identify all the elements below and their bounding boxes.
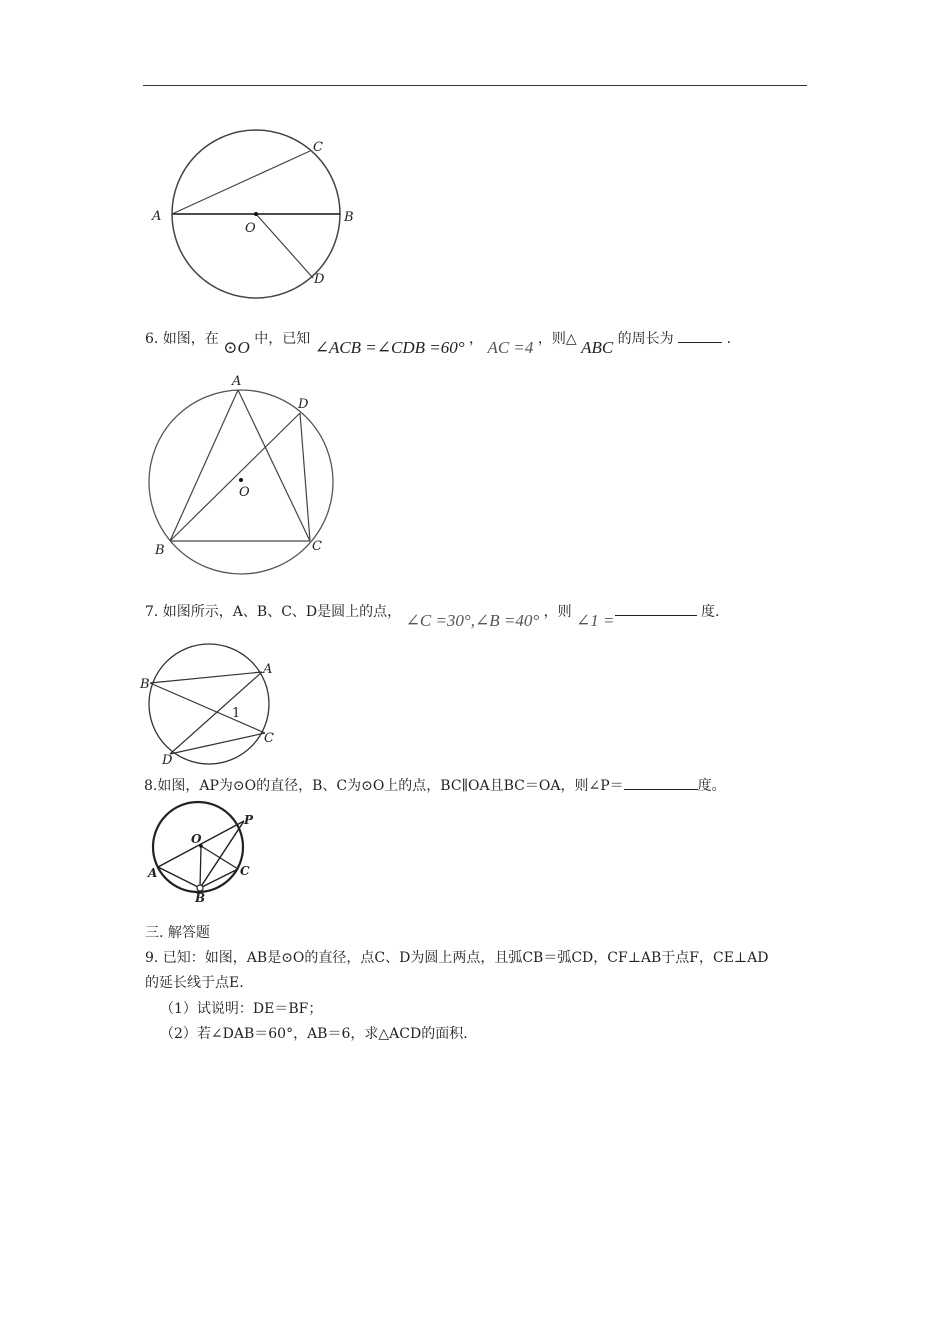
chord-dc: [170, 733, 265, 754]
chord-bd: [170, 413, 300, 541]
label-b: B: [155, 543, 165, 558]
q7-angles: ∠C =30°,∠B =40°: [405, 611, 540, 630]
circle-outline: [149, 644, 269, 764]
label-angle-1: 1: [232, 706, 241, 721]
q7-mid: ，则: [543, 604, 572, 620]
label-d: D: [298, 397, 309, 412]
q6-prefix: 6. 如图，在: [145, 331, 219, 347]
label-a: A: [148, 866, 158, 880]
label-c: C: [264, 731, 274, 746]
q7-prefix: 7. 如图所示，A、B、C、D是圆上的点，: [145, 604, 402, 620]
q6-mid2: ，则△: [537, 331, 577, 347]
figure-q7: [140, 640, 290, 770]
side-ac: [238, 390, 310, 541]
q6-end: .: [726, 331, 732, 347]
question-8: [144, 775, 726, 796]
q6-triangle: ABC: [581, 338, 614, 357]
question-9-line-1: 9. 已知：如图，AB是⊙O的直径，点C、D为圆上两点，且弧CB＝弧CD，CF⊥AB于点F，CE⊥AD: [145, 950, 769, 966]
q7-answer-blank[interactable]: [615, 601, 697, 616]
header-rule: [143, 85, 807, 86]
question-9-part-1: （1）试说明：DE＝BF；: [160, 1001, 323, 1017]
segment-oc: [201, 846, 238, 869]
figure-q8: [140, 800, 270, 905]
question-9-line-2: 的延长线于点E.: [145, 975, 244, 991]
center-dot: [239, 478, 243, 482]
q6-suffix: 的周长为: [617, 331, 674, 347]
label-o: O: [191, 832, 202, 846]
figure-q6: [140, 368, 350, 580]
circle-outline: [153, 802, 243, 892]
q7-angle1: ∠1 =: [576, 611, 615, 630]
q6-ac: AC =4: [487, 338, 534, 357]
question-7: [145, 601, 720, 630]
label-a: A: [152, 209, 162, 224]
segment-pb: [200, 821, 244, 888]
q8-suffix: 度。: [697, 778, 726, 794]
label-d: D: [162, 753, 173, 768]
chord-ba: [150, 672, 262, 683]
section-heading-3: 三. 解答题: [145, 925, 210, 941]
label-a: A: [232, 374, 242, 389]
label-c: C: [313, 140, 323, 155]
question-9-part-2: （2）若∠DAB＝60°，AB＝6，求△ACD的面积.: [160, 1026, 468, 1042]
label-b: B: [195, 891, 206, 905]
q6-circle: ⊙O: [223, 338, 250, 357]
q6-sep1: ，: [469, 331, 483, 347]
chord-ad: [170, 672, 262, 754]
question-6: [145, 328, 732, 357]
q7-suffix: 度.: [700, 604, 720, 620]
label-o: O: [239, 485, 250, 500]
label-b: B: [344, 210, 354, 225]
label-d: D: [314, 272, 325, 287]
q8-text: 8.如图，AP为⊙O的直径，B、C为⊙O上的点，BC∥OA且BC＝OA，则∠P＝: [144, 778, 624, 794]
label-c: C: [240, 864, 250, 878]
label-a: A: [263, 662, 273, 677]
chord-ac: [172, 151, 310, 214]
label-o: O: [245, 221, 256, 236]
radius-od: [256, 214, 313, 278]
q6-answer-blank[interactable]: [678, 328, 722, 343]
q6-mid1: 中，已知: [254, 331, 311, 347]
chord-bc: [150, 683, 265, 733]
q6-angles: ∠ACB =∠CDB =60°: [314, 338, 465, 357]
label-p: P: [244, 813, 254, 827]
segment-ob: [200, 846, 201, 888]
label-c: C: [312, 539, 322, 554]
center-dot: [254, 212, 258, 216]
label-b: B: [140, 677, 150, 692]
figure-q5: [140, 120, 380, 310]
q8-answer-blank[interactable]: [624, 775, 698, 790]
